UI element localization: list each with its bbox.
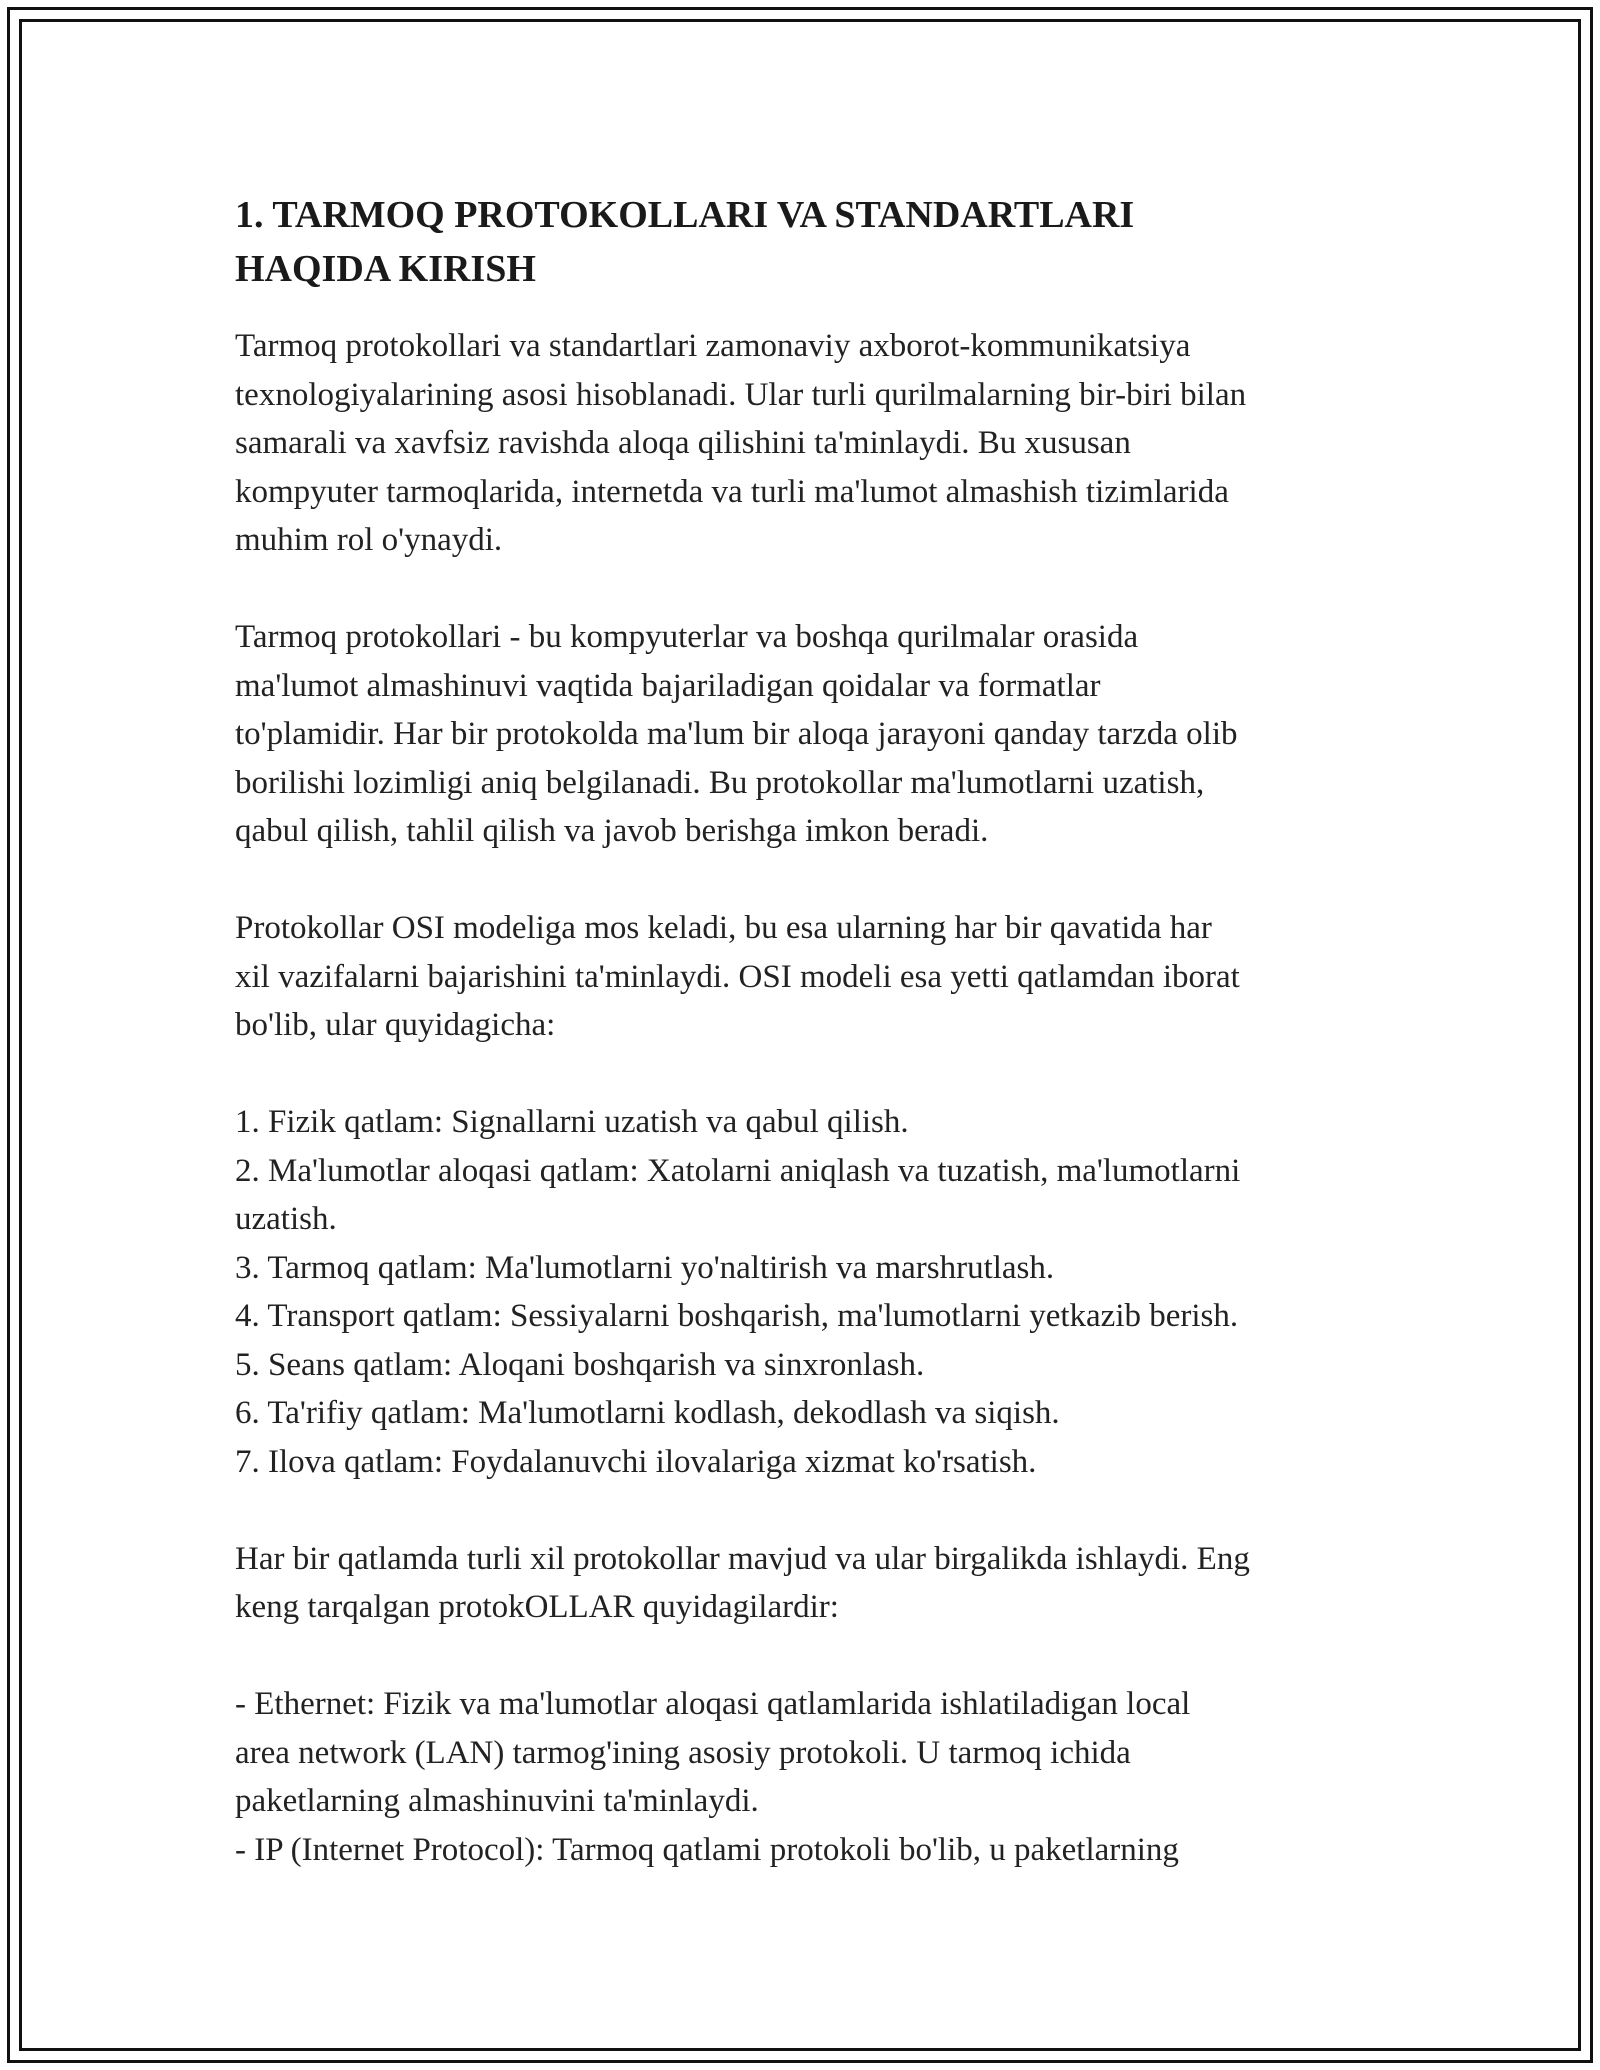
text-line: ma'lumot almashinuvi vaqtida bajariladigan qoidalar va formatlar — [235, 667, 1101, 704]
text-line: qabul qilish, tahlil qilish va javob berishga imkon beradi. — [235, 813, 989, 849]
section-heading — [235, 188, 1375, 296]
list-item: 6. Ta'rifiy qatlam: Ma'lumotlarni kodlash, dekodlash va siqish. — [235, 1395, 1060, 1431]
text-line: samarali va xavfsiz ravishda aloqa qilishini ta'minlaydi. Bu xususan — [235, 425, 1131, 461]
text-line: muhim rol o'ynaydi. — [235, 522, 503, 558]
text-line: keng tarqalgan protokOLLAR quyidagilardir: — [235, 1589, 839, 1625]
heading-line-1: 1. TARMOQ PROTOKOLLARI VA STANDARTLARI — [235, 194, 1135, 236]
list-item: - Ethernet: Fizik va ma'lumotlar aloqasi qatlamlarida ishlatiladigan local — [235, 1686, 1191, 1722]
paragraph-intro — [235, 322, 1375, 565]
list-item: uzatish. — [235, 1201, 337, 1237]
list-item: 5. Seans qatlam: Aloqani boshqarish va sinxronlash. — [235, 1346, 925, 1383]
list-item: 1. Fizik qatlam: Signallarni uzatish va qabul qilish. — [235, 1104, 909, 1140]
list-item: area network (LAN) tarmog'ining asosiy protokoli. U tarmoq ichida — [235, 1734, 1131, 1771]
paragraph-gap — [235, 1486, 1375, 1535]
paragraph-gap — [235, 856, 1375, 905]
paragraph-osi-intro — [235, 904, 1375, 1050]
document-body — [235, 188, 1375, 1874]
text-line: bo'lib, ular quyidagicha: — [235, 1007, 556, 1043]
text-line: Har bir qatlamda turli xil protokollar mavjud va ular birgalikda ishlaydi. Eng — [235, 1540, 1250, 1577]
paragraph-protocols-intro — [235, 1535, 1375, 1632]
text-line: texnologiyalarining asosi hisoblanadi. Ular turli qurilmalarning bir-biri bilan — [235, 376, 1247, 413]
list-item: 2. Ma'lumotlar aloqasi qatlam: Xatolarni aniqlash va tuzatish, ma'lumotlarni — [235, 1152, 1241, 1189]
paragraph-gap — [235, 565, 1375, 614]
list-item: 3. Tarmoq qatlam: Ma'lumotlarni yo'naltirish va marshrutlash. — [235, 1249, 1055, 1286]
heading-line-2: HAQIDA KIRISH — [235, 248, 536, 290]
list-item: - IP (Internet Protocol): Tarmoq qatlami protokoli bo'lib, u paketlarning — [235, 1831, 1179, 1868]
text-line: borilishi lozimligi aniq belgilanadi. Bu protokollar ma'lumotlarni uzatish, — [235, 764, 1205, 801]
text-line: xil vazifalarni bajarishini ta'minlaydi. OSI modeli esa yetti qatlamdan iborat — [235, 958, 1240, 995]
osi-layers-list — [235, 1098, 1375, 1486]
text-line: Tarmoq protokollari - bu kompyuterlar va boshqa qurilmalar orasida — [235, 619, 1139, 655]
text-line: Protokollar OSI modeliga mos keladi, bu esa ularning har bir qavatida har — [235, 910, 1212, 946]
text-line: to'plamidir. Har bir protokolda ma'lum bir aloqa jarayoni qanday tarzda olib — [235, 716, 1238, 752]
list-item: 7. Ilova qatlam: Foydalanuvchi ilovalariga xizmat ko'rsatish. — [235, 1443, 1037, 1480]
paragraph-gap — [235, 1632, 1375, 1681]
text-line: Tarmoq protokollari va standartlari zamonaviy axborot-kommunikatsiya — [235, 328, 1191, 364]
list-item: 4. Transport qatlam: Sessiyalarni boshqarish, ma'lumotlarni yetkazib berish. — [235, 1298, 1239, 1334]
paragraph-definition — [235, 613, 1375, 856]
list-item: paketlarning almashinuvini ta'minlaydi. — [235, 1783, 759, 1819]
paragraph-gap — [235, 1050, 1375, 1099]
protocols-list — [235, 1680, 1375, 1874]
text-line: kompyuter tarmoqlarida, internetda va turli ma'lumot almashish tizimlarida — [235, 473, 1229, 510]
